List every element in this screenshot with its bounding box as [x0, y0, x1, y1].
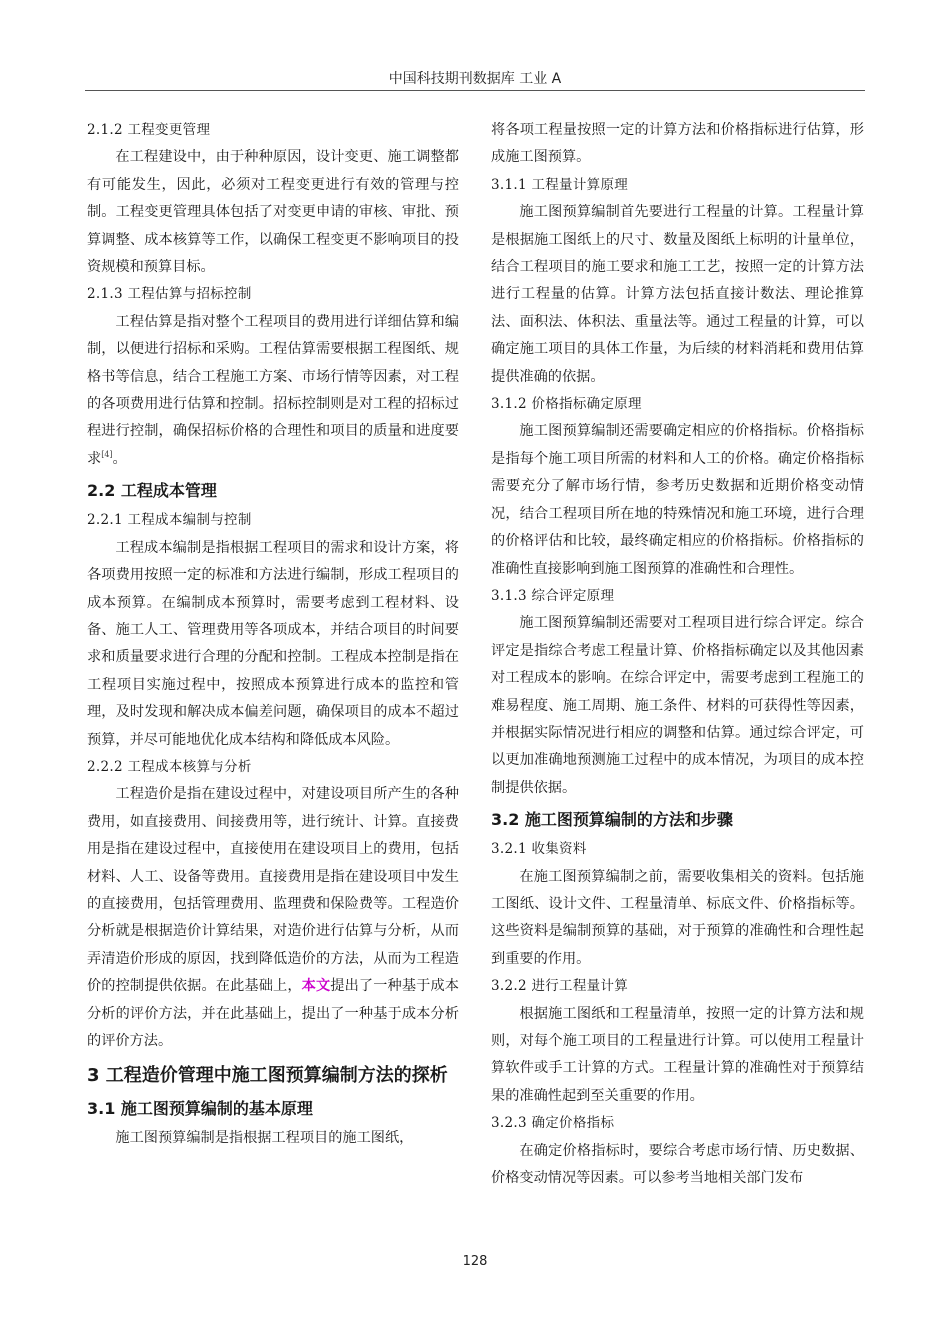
section-2-1-3-title: 2.1.3 工程估算与招标控制: [87, 286, 252, 303]
section-2-1-3-end: 。: [112, 450, 127, 467]
section-2-2-2-paragraph: [87, 781, 459, 1055]
section-3-1-3-title: 3.1.3 综合评定原理: [491, 587, 615, 604]
section-3-1-2-title: 3.1.2 价格指标确定原理: [491, 396, 642, 413]
section-2-2-2-text-b: 提出了一种基于成本分析的评价方法，并在此基础上，提出了一种基于成本分析的评价方法。: [87, 978, 459, 1049]
section-3-2-3-paragraph: 在确定价格指标时，要综合考虑市场行情、历史数据、价格变动情况等因素。可以参考当地相关部门发布: [491, 1142, 864, 1187]
section-2-1-3-paragraph: [87, 309, 459, 473]
section-3-2-3-title: 3.2.3 确定价格指标: [491, 1115, 615, 1132]
section-3-1-title: 3.1 施工图预算编制的基本原理: [87, 1099, 313, 1119]
section-2-2-1-paragraph: 工程成本编制是指根据工程项目的需求和设计方案，将各项费用按照一定的标准和方法进行编制，形成工程项目的成本预算。在编制成本预算时，需要考虑到工程材料、设备、施工人工、管理费用等各项成本，并结合项目的时间要求和质量要求进行合理的分配和控制。工程成本控制是指在工程项目实施过程中，按照成本预算进行成本的监控和管理，及时发现和解决成本偏差问题，确保项目的成本不超过预算，并尽可能地优化成本结构和降低成本风险。: [87, 539, 459, 748]
section-3-1-paragraph: 施工图预算编制是指根据工程项目的施工图纸，: [115, 1130, 414, 1147]
section-3-2-2-paragraph: 根据施工图纸和工程量清单，按照一定的计算方法和规则，对每个施工项目的工程量进行计算。可以使用工程量计算软件或手工计算的方式。工程量计算的准确性对于预算结果的准确性起到至关重要的作用。: [491, 1005, 864, 1104]
section-3-1-3-paragraph: 施工图预算编制还需要对工程项目进行综合评定。综合评定是指综合考虑工程量计算、价格指标确定以及其他因素对工程成本的影响。在综合评定中，需要考虑到工程施工的难易程度、施工周期、施工条件、材料的可获得性等因素，并根据实际情况进行相应的调整和估算。通过综合评定，可以更加准确地预测施工过程中的成本情况，为项目的成本控制提供依据。: [491, 615, 864, 796]
running-header: 中国科技期刊数据库 工业 A: [388, 71, 562, 87]
section-3-2-1-paragraph: 在施工图预算编制之前，需要收集相关的资料。包括施工图纸、设计文件、工程量清单、标底文件、价格指标等。这些资料是编制预算的基础，对于预算的准确性和合理性起到重要的作用。: [491, 868, 864, 967]
section-2-2-1-title: 2.2.1 工程成本编制与控制: [87, 512, 252, 529]
section-2-2-2-text-a: 工程造价是指在建设过程中，对建设项目所产生的各种费用，如直接费用、间接费用等，进行统计、计算。直接费用是指在建设过程中，直接使用在建设项目上的费用，包括材料、人工、设备等费用。直接费用是指在建设项目中发生的直接费用，包括管理费用、监理费和保险费等。工程造价分析就是根据造价计算结果，对造价进行估算与分析，从而弄清造价形成的原因，找到降低造价的方法，从而为工程造价的控制提供依据。在此基础上，: [87, 786, 459, 995]
section-3-2-1-title: 3.2.1 收集资料: [491, 841, 587, 858]
section-2-1-2-paragraph: 在工程建设中，由于种种原因，设计变更、施工调整都有可能发生，因此，必须对工程变更进行有效的管理与控制。工程变更管理具体包括了对变更申请的审核、审批、预算调整、成本核算等工作，以确保工程变更不影响项目的投资规模和预算目标。: [87, 149, 459, 276]
section-2-2-title: 2.2 工程成本管理: [87, 481, 217, 501]
page-number: 128: [462, 1254, 488, 1269]
citation-ref-4[interactable]: [4]: [101, 449, 113, 459]
right-column: [491, 117, 864, 1192]
section-3-2-2-title: 3.2.2 进行工程量计算: [491, 978, 629, 995]
header-rule: [85, 90, 865, 91]
section-2-2-2-title: 2.2.2 工程成本核算与分析: [87, 758, 252, 775]
section-3-1-1-paragraph: 施工图预算编制首先要进行工程量的计算。工程量计算是根据施工图纸上的尺寸、数量及图纸上标明的计量单位，结合工程项目的施工要求和施工工艺，按照一定的计算方法进行工程量的估算。计算方法包括直接计数法、理论推算法、面积法、体积法、重量法等。通过工程量的计算，可以确定施工项目的具体工作量，为后续的材料消耗和费用估算提供准确的依据。: [491, 204, 864, 385]
section-3-1-1-title: 3.1.1 工程量计算原理: [491, 176, 629, 193]
section-2-1-3-text: 工程估算是指对整个工程项目的费用进行详细估算和编制，以便进行招标和采购。工程估算需要根据工程图纸、规格书等信息，结合工程施工方案、市场行情等因素，对工程的各项费用进行估算和控制。招标控制则是对工程的招标过程进行控制，确保招标价格的合理性和项目的质量和进度要求: [87, 313, 459, 467]
highlighted-term: 本文: [301, 978, 331, 995]
section-3-1-paragraph-continued: 将各项工程量按照一定的计算方法和价格指标进行估算，形成施工图预算。: [491, 122, 864, 166]
section-3-1-2-paragraph: 施工图预算编制还需要确定相应的价格指标。价格指标是指每个施工项目所需的材料和人工的价格。确定价格指标需要充分了解市场行情，参考历史数据和近期价格变动情况，结合工程项目所在地的特殊情况和施工环境，进行合理的价格评估和比较，最终确定相应的价格指标。价格指标的准确性直接影响到施工图预算的准确性和合理性。: [491, 423, 864, 577]
section-3-title: 3 工程造价管理中施工图预算编制方法的探析: [87, 1065, 448, 1087]
left-column: [87, 117, 459, 1153]
section-2-1-2-title: 2.1.2 工程变更管理: [87, 122, 211, 138]
section-3-2-title: 3.2 施工图预算编制的方法和步骤: [491, 810, 733, 830]
